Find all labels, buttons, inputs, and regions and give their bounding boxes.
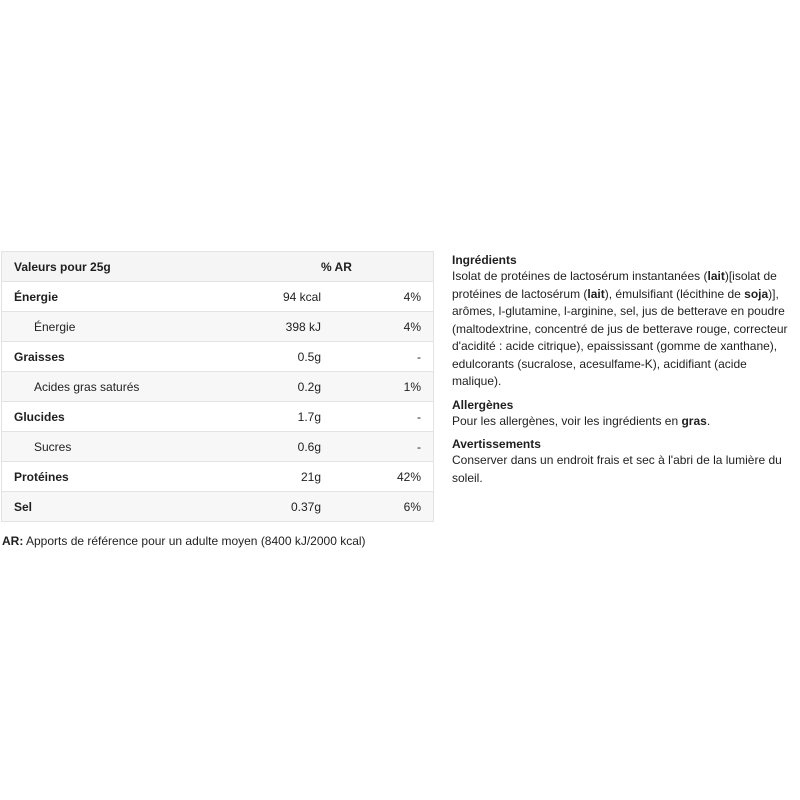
nutrient-ar-percent: - — [321, 432, 434, 462]
ingredients-text — [452, 268, 797, 391]
nutrient-quantity: 21g — [201, 462, 321, 492]
table-row — [2, 312, 434, 342]
warnings-section — [452, 436, 797, 487]
nutrient-quantity: 0.5g — [201, 342, 321, 372]
nutrient-label: Protéines — [2, 462, 202, 492]
nutrient-label: Énergie — [2, 282, 202, 312]
allergens-text — [452, 413, 797, 431]
allergens-title: Allergènes — [452, 397, 514, 412]
ar-footnote-text: Apports de référence pour un adulte moyen (8400 kJ/2000 kcal) — [23, 534, 366, 548]
nutrient-ar-percent: 42% — [321, 462, 434, 492]
ingredients-title: Ingrédients — [452, 253, 517, 267]
table-row — [2, 342, 434, 372]
ar-footnote — [1, 534, 434, 548]
allergen-highlight: lait — [587, 286, 605, 301]
allergen-highlight: soja — [744, 286, 769, 301]
table-row — [2, 492, 434, 522]
nutrient-ar-percent: 1% — [321, 372, 434, 402]
nutrition-table — [1, 251, 434, 522]
nutrient-ar-percent: 4% — [321, 312, 434, 342]
allergens-text-bold: gras — [681, 413, 707, 428]
ar-footnote-key: AR: — [2, 534, 24, 548]
allergen-highlight: lait — [707, 269, 725, 283]
nutrient-label: Sucres — [2, 432, 202, 462]
ingredients-fragment: )[isolat de protéines de lactosérum ( — [452, 269, 777, 301]
product-info-panel — [452, 252, 797, 493]
nutrient-ar-percent: - — [321, 402, 434, 432]
nutrient-quantity: 94 kcal — [201, 282, 321, 312]
allergens-text-after: . — [706, 413, 711, 428]
nutrition-panel — [1, 251, 434, 548]
nutrient-ar-percent: 6% — [321, 492, 434, 522]
header-label: Valeurs pour 25g — [2, 252, 202, 282]
nutrition-table-header — [2, 252, 434, 282]
allergens-section — [452, 397, 797, 431]
nutrient-label: Énergie — [2, 312, 202, 342]
header-ar: % AR — [321, 252, 434, 282]
header-qty — [201, 252, 321, 282]
nutrient-label: Glucides — [2, 402, 202, 432]
ingredients-fragment: ), émulsifiant (lécithine de — [604, 286, 745, 301]
nutrient-quantity: 0.37g — [201, 492, 321, 522]
ingredients-section — [452, 252, 797, 391]
nutrition-table-body — [2, 282, 434, 522]
nutrient-quantity: 1.7g — [201, 402, 321, 432]
ingredients-fragment: Isolat de protéines de lactosérum instantanées ( — [452, 269, 708, 283]
table-row — [2, 282, 434, 312]
table-row — [2, 402, 434, 432]
ingredients-fragment: )], arômes, l-glutamine, l-arginine, sel, jus de betterave en poudre (maltodextrine, concentré de jus de betterave rouge, correcteur d'acidité : acide citrique), epaississant (gomme de xanthane), edulcorants (sucralose, acesulfame-K), acidifiant (acide malique). — [452, 286, 788, 388]
nutrient-label: Acides gras saturés — [2, 372, 202, 402]
table-row — [2, 462, 434, 492]
nutrient-label: Graisses — [2, 342, 202, 372]
warnings-title: Avertissements — [452, 437, 541, 451]
nutrient-ar-percent: 4% — [321, 282, 434, 312]
nutrient-label: Sel — [2, 492, 202, 522]
nutrient-quantity: 0.6g — [201, 432, 321, 462]
table-row — [2, 372, 434, 402]
nutrient-quantity: 398 kJ — [201, 312, 321, 342]
allergens-text-before: Pour les allergènes, voir les ingrédients en — [452, 413, 682, 428]
nutrient-quantity: 0.2g — [201, 372, 321, 402]
nutrient-ar-percent: - — [321, 342, 434, 372]
table-row — [2, 432, 434, 462]
warnings-text: Conserver dans un endroit frais et sec à l'abri de la lumière du soleil. — [452, 453, 782, 485]
